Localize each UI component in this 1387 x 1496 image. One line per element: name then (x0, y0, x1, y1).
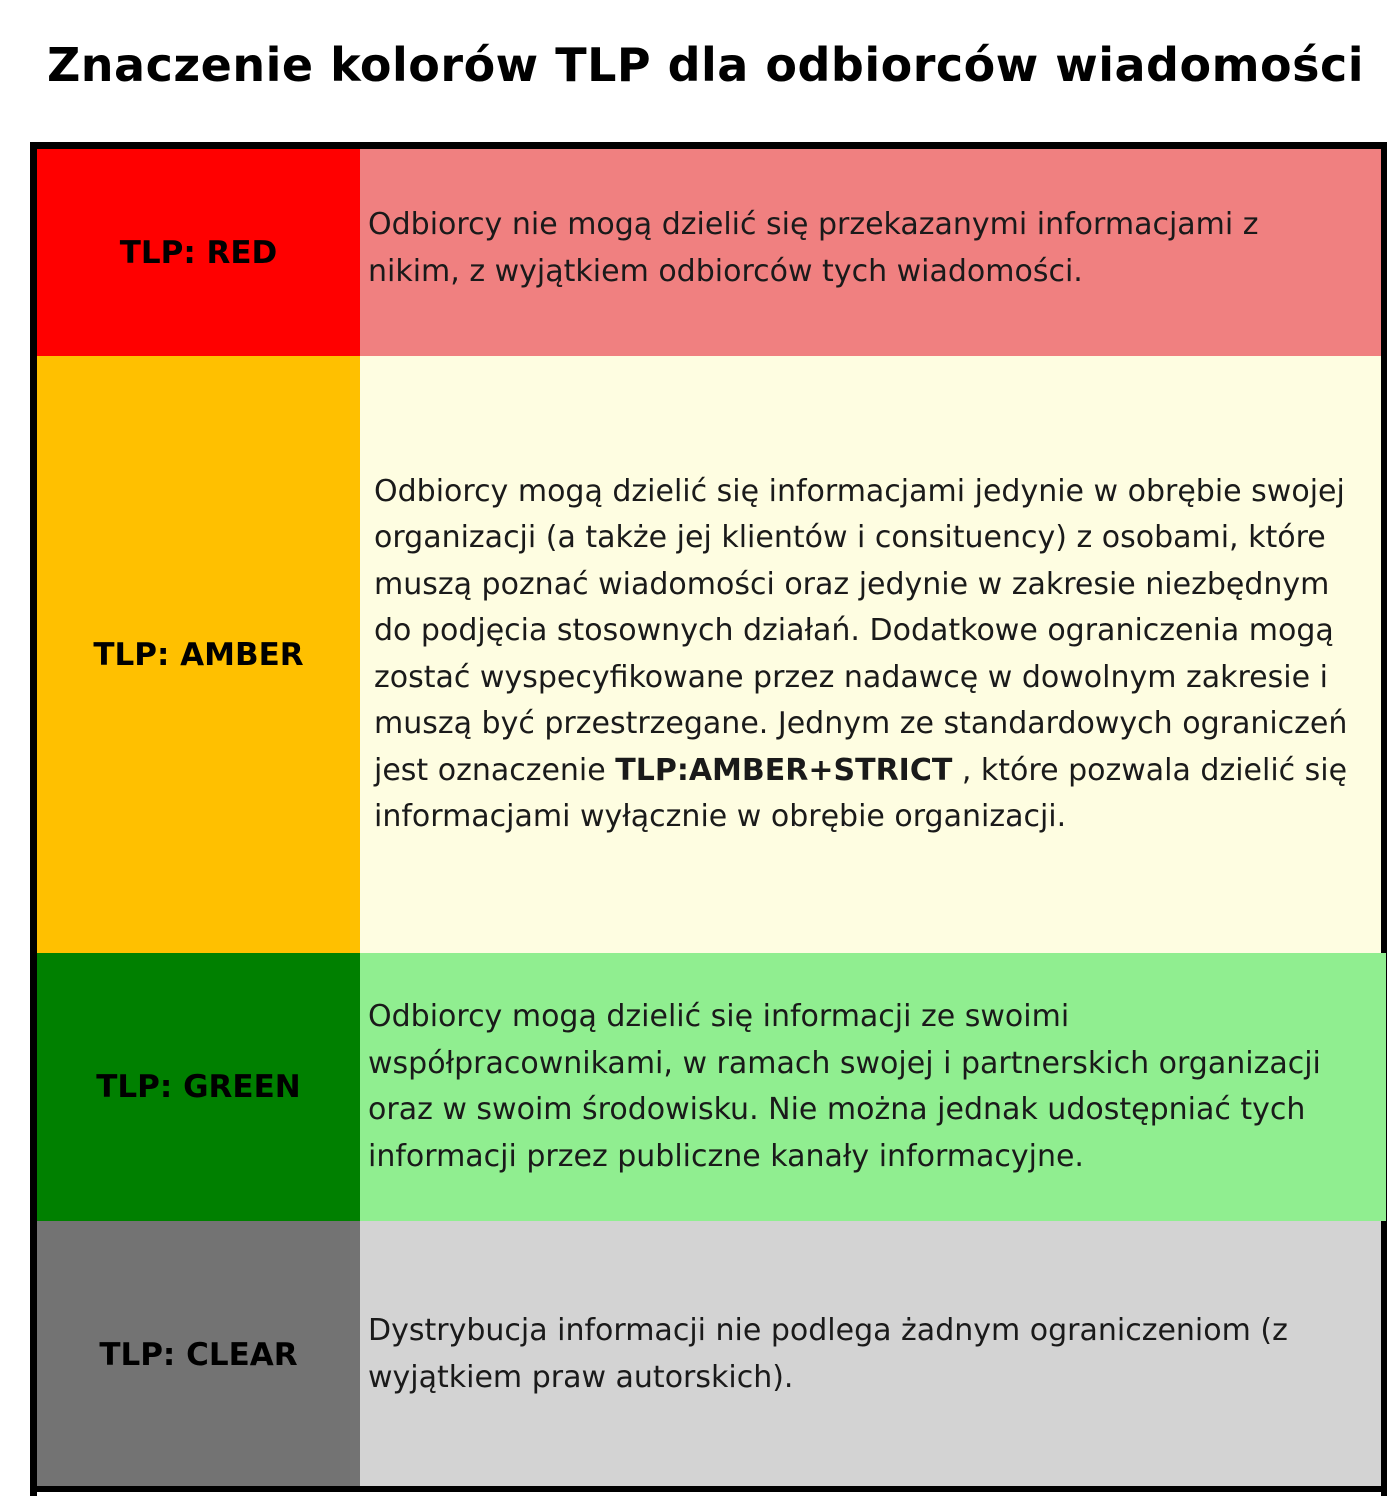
tlp-row-clear (37, 1221, 1381, 1488)
amber-text-before: Odbiorcy mogą dzielić się informacjami jedynie w obrębie swojej organizacji (a także jej klientów i consituency) z osobami, które muszą poznać wiadomości oraz jedynie w zakresie niezbędnym do podjęcia stosownych działań. Dodatkowe ograniczenia mogą zostać wyspecyfikowane przez nadawcę w dowolnym zakresie i muszą być przestrzegane. Jednym ze standardowych ograniczeń jest oznaczenie (374, 473, 1348, 788)
tlp-row-red (37, 149, 1381, 356)
tlp-label-green: TLP: GREEN (37, 953, 360, 1221)
tlp-row-amber (37, 356, 1381, 953)
page-title: Znaczenie kolorów TLP dla odbiorców wiadomości (46, 38, 1365, 92)
tlp-description-text: Odbiorcy mogą dzielić się informacji ze swoimi współpracownikami, w ramach swojej i partnerskich organizacji oraz w swoim środowisku. Nie można jednak udostępniać tych informacji przez publiczne kanały informacyjne. (368, 999, 1321, 1174)
tlp-description-green (360, 953, 1386, 1221)
tlp-row-green (37, 953, 1381, 1221)
tlp-label-red: TLP: RED (37, 149, 360, 356)
amber-strict-marker: TLP:AMBER+STRICT (615, 752, 953, 788)
tlp-description-text (374, 469, 1351, 841)
amber-text-after: , które pozwala dzielić się informacjami wyłącznie w obrębie organizacji. (374, 752, 1348, 834)
tlp-label-amber: TLP: AMBER (37, 356, 360, 953)
tlp-description-text: Dystrybucja informacji nie podlega żadnym ograniczeniom (z wyjątkiem praw autorskich). (368, 1313, 1288, 1395)
tlp-label-clear: TLP: CLEAR (37, 1221, 360, 1488)
table-bottom-border (30, 1486, 1387, 1492)
tlp-description-clear (360, 1221, 1381, 1488)
tlp-description-red (360, 149, 1381, 356)
tlp-description-amber (360, 356, 1381, 953)
tlp-description-text: Odbiorcy nie mogą dzielić się przekazanymi informacjami z nikim, z wyjątkiem odbiorców tych wiadomości. (368, 207, 1259, 289)
